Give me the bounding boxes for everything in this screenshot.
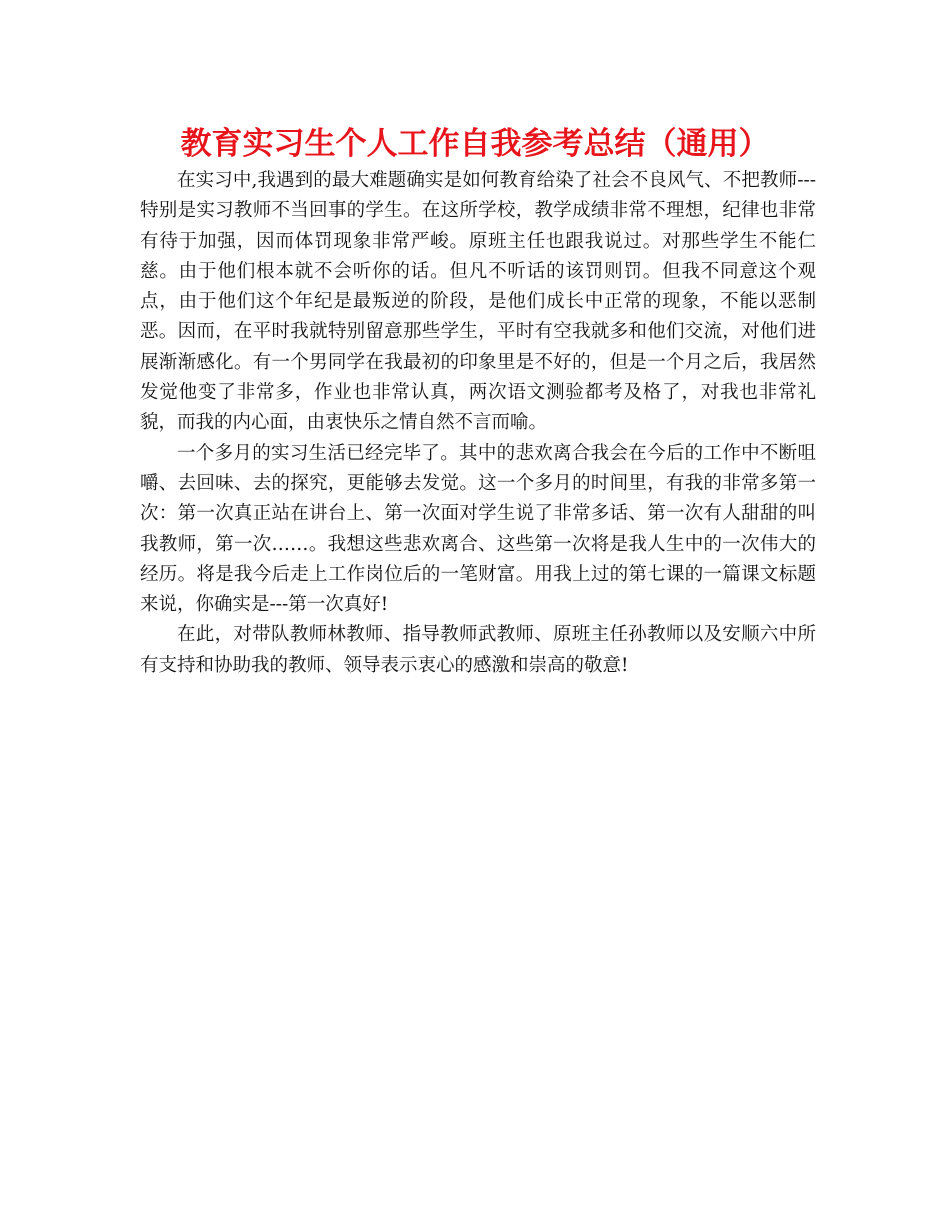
paragraph-2: 一个多月的实习生活已经完毕了。其中的悲欢离合我会在今后的工作中不断咀嚼、去回味、去的探究，更能够去发觉。这一个多月的时间里，有我的非常多第一次：第一次真正站在讲台上、第一次面对学生说了非常多话、第一次有人甜甜的叫我教师，第一次……。我想这些悲欢离合、这些第一次将是我人生中的一次伟大的经历。将是我今后走上工作岗位后的一笔财富。用我上过的第七课的一篇课文标题来说，你确实是---第一次真好! [140, 442, 816, 616]
document-body [140, 166, 816, 681]
document-title: 教育实习生个人工作自我参考总结（通用） [180, 126, 770, 162]
paragraph-3: 在此，对带队教师林教师、指导教师武教师、原班主任孙教师以及安顺六中所有支持和协助我的教师、领导表示衷心的感激和崇高的敬意! [140, 624, 816, 676]
paragraph-1: 在实习中,我遇到的最大难题确实是如何教育给染了社会不良风气、不把教师---特别是实习教师不当回事的学生。在这所学校，教学成绩非常不理想，纪律也非常有待于加强，因而体罚现象非常严峻。原班主任也跟我说过。对那些学生不能仁慈。由于他们根本就不会听你的话。但凡不听话的该罚则罚。但我不同意这个观点，由于他们这个年纪是最叛逆的阶段，是他们成长中正常的现象，不能以恶制恶。因而，在平时我就特别留意那些学生，平时有空我就多和他们交流，对他们进展渐渐感化。有一个男同学在我最初的印象里是不好的，但是一个月之后，我居然发觉他变了非常多，作业也非常认真，两次语文测验都考及格了，对我也非常礼貌，而我的内心面，由衷快乐之情自然不言而喻。 [140, 170, 816, 434]
